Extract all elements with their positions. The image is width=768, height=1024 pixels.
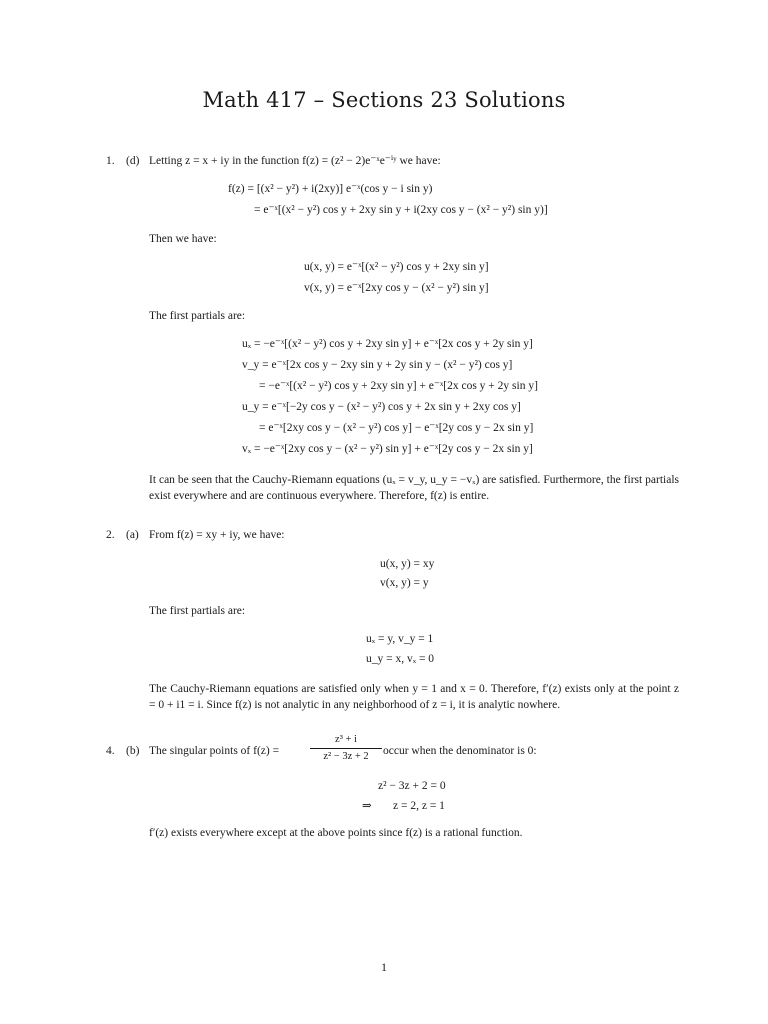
problem-2-part: (a) (126, 529, 139, 541)
page-title: Math 417 – Sections 23 Solutions (202, 88, 566, 112)
problem-1-conclusion: It can be seen that the Cauchy-Riemann equations (uₓ = v_y, u_y = −vₓ) are satisfied. Furthermore, the first partials exist everywhere and are continuous everywhere. Therefore, f(z) is entire. (149, 474, 679, 502)
problem-2-v: v(x, y) = y (380, 577, 429, 589)
problem-1-then: Then we have: (149, 233, 217, 245)
problem-2-partials-row-2: u_y = x, vₓ = 0 (366, 653, 435, 665)
problem-1-equation-2: = e⁻ˣ[(x² − y²) cos y + 2xy sin y + i(2xy cos y − (x² − y²) sin y)] (254, 204, 548, 216)
problem-4-conclusion: f′(z) exists everywhere except at the above points since f(z) is a rational function. (149, 827, 523, 839)
problem-2-intro: From f(z) = xy + iy, we have: (149, 529, 285, 541)
problem-1-vy-2: = −e⁻ˣ[(x² − y²) cos y + 2xy sin y] + e⁻ˣ[2x cos y + 2y sin y] (259, 380, 538, 392)
problem-4-intro-tail: occur when the denominator is 0: (383, 745, 537, 757)
problem-4-equation-1: z² − 3z + 2 = 0 (378, 780, 446, 792)
rational-function-fraction (306, 734, 386, 766)
problem-4-intro: The singular points of f(z) = (149, 745, 280, 757)
problem-1-uy-1: u_y = e⁻ˣ[−2y cos y − (x² − y²) cos y + 2x sin y + 2xy cos y] (242, 401, 521, 413)
implies-symbol: ⇒ (362, 800, 372, 812)
problem-2-u: u(x, y) = xy (380, 558, 435, 570)
problem-1-ux: uₓ = −e⁻ˣ[(x² − y²) cos y + 2xy sin y] + e⁻ˣ[2x cos y + 2y sin y] (242, 338, 533, 350)
problem-4-number: 4. (106, 745, 115, 757)
problem-1-part: (d) (126, 155, 140, 167)
problem-1-equation-1: f(z) = [(x² − y²) + i(2xy)] e⁻ˣ(cos y − i sin y) (228, 183, 433, 195)
problem-1-partials-intro: The first partials are: (149, 310, 246, 322)
page-number: 1 (381, 960, 387, 974)
problem-1-intro: Letting z = x + iy in the function f(z) = (z² − 2)e⁻ˣe⁻ⁱʸ we have: (149, 155, 441, 167)
problem-1-vx: vₓ = −e⁻ˣ[2xy cos y − (x² − y²) sin y] + e⁻ˣ[2y cos y − 2x sin y] (242, 443, 533, 455)
problem-1-v: v(x, y) = e⁻ˣ[2xy cos y − (x² − y²) sin y] (304, 282, 489, 294)
fraction-numerator: z³ + i (335, 734, 357, 745)
problem-1-u: u(x, y) = e⁻ˣ[(x² − y²) cos y + 2xy sin y] (304, 261, 489, 273)
problem-2-number: 2. (106, 529, 115, 541)
problem-4-equation-2: z = 2, z = 1 (393, 800, 445, 812)
problem-2-partials-row-1: uₓ = y, v_y = 1 (366, 633, 434, 645)
problem-1-uy-2: = e⁻ˣ[2xy cos y − (x² − y²) cos y] − e⁻ˣ[2y cos y − 2x sin y] (259, 422, 534, 434)
fraction-denominator: z² − 3z + 2 (323, 751, 369, 762)
problem-1-number: 1. (106, 155, 115, 167)
problem-4-part: (b) (126, 745, 140, 757)
fraction-bar (310, 748, 382, 749)
problem-2-partials-intro: The first partials are: (149, 605, 246, 617)
problem-1-vy-1: v_y = e⁻ˣ[2x cos y − 2xy sin y + 2y sin y − (x² − y²) cos y] (242, 359, 513, 371)
problem-2-conclusion: The Cauchy-Riemann equations are satisfied only when y = 1 and x = 0. Therefore, f′(z) exists only at the point z = 0 + i1 = i. Since f(z) is not analytic in any neighborhood of z = i, it is analytic nowhere. (149, 683, 679, 711)
